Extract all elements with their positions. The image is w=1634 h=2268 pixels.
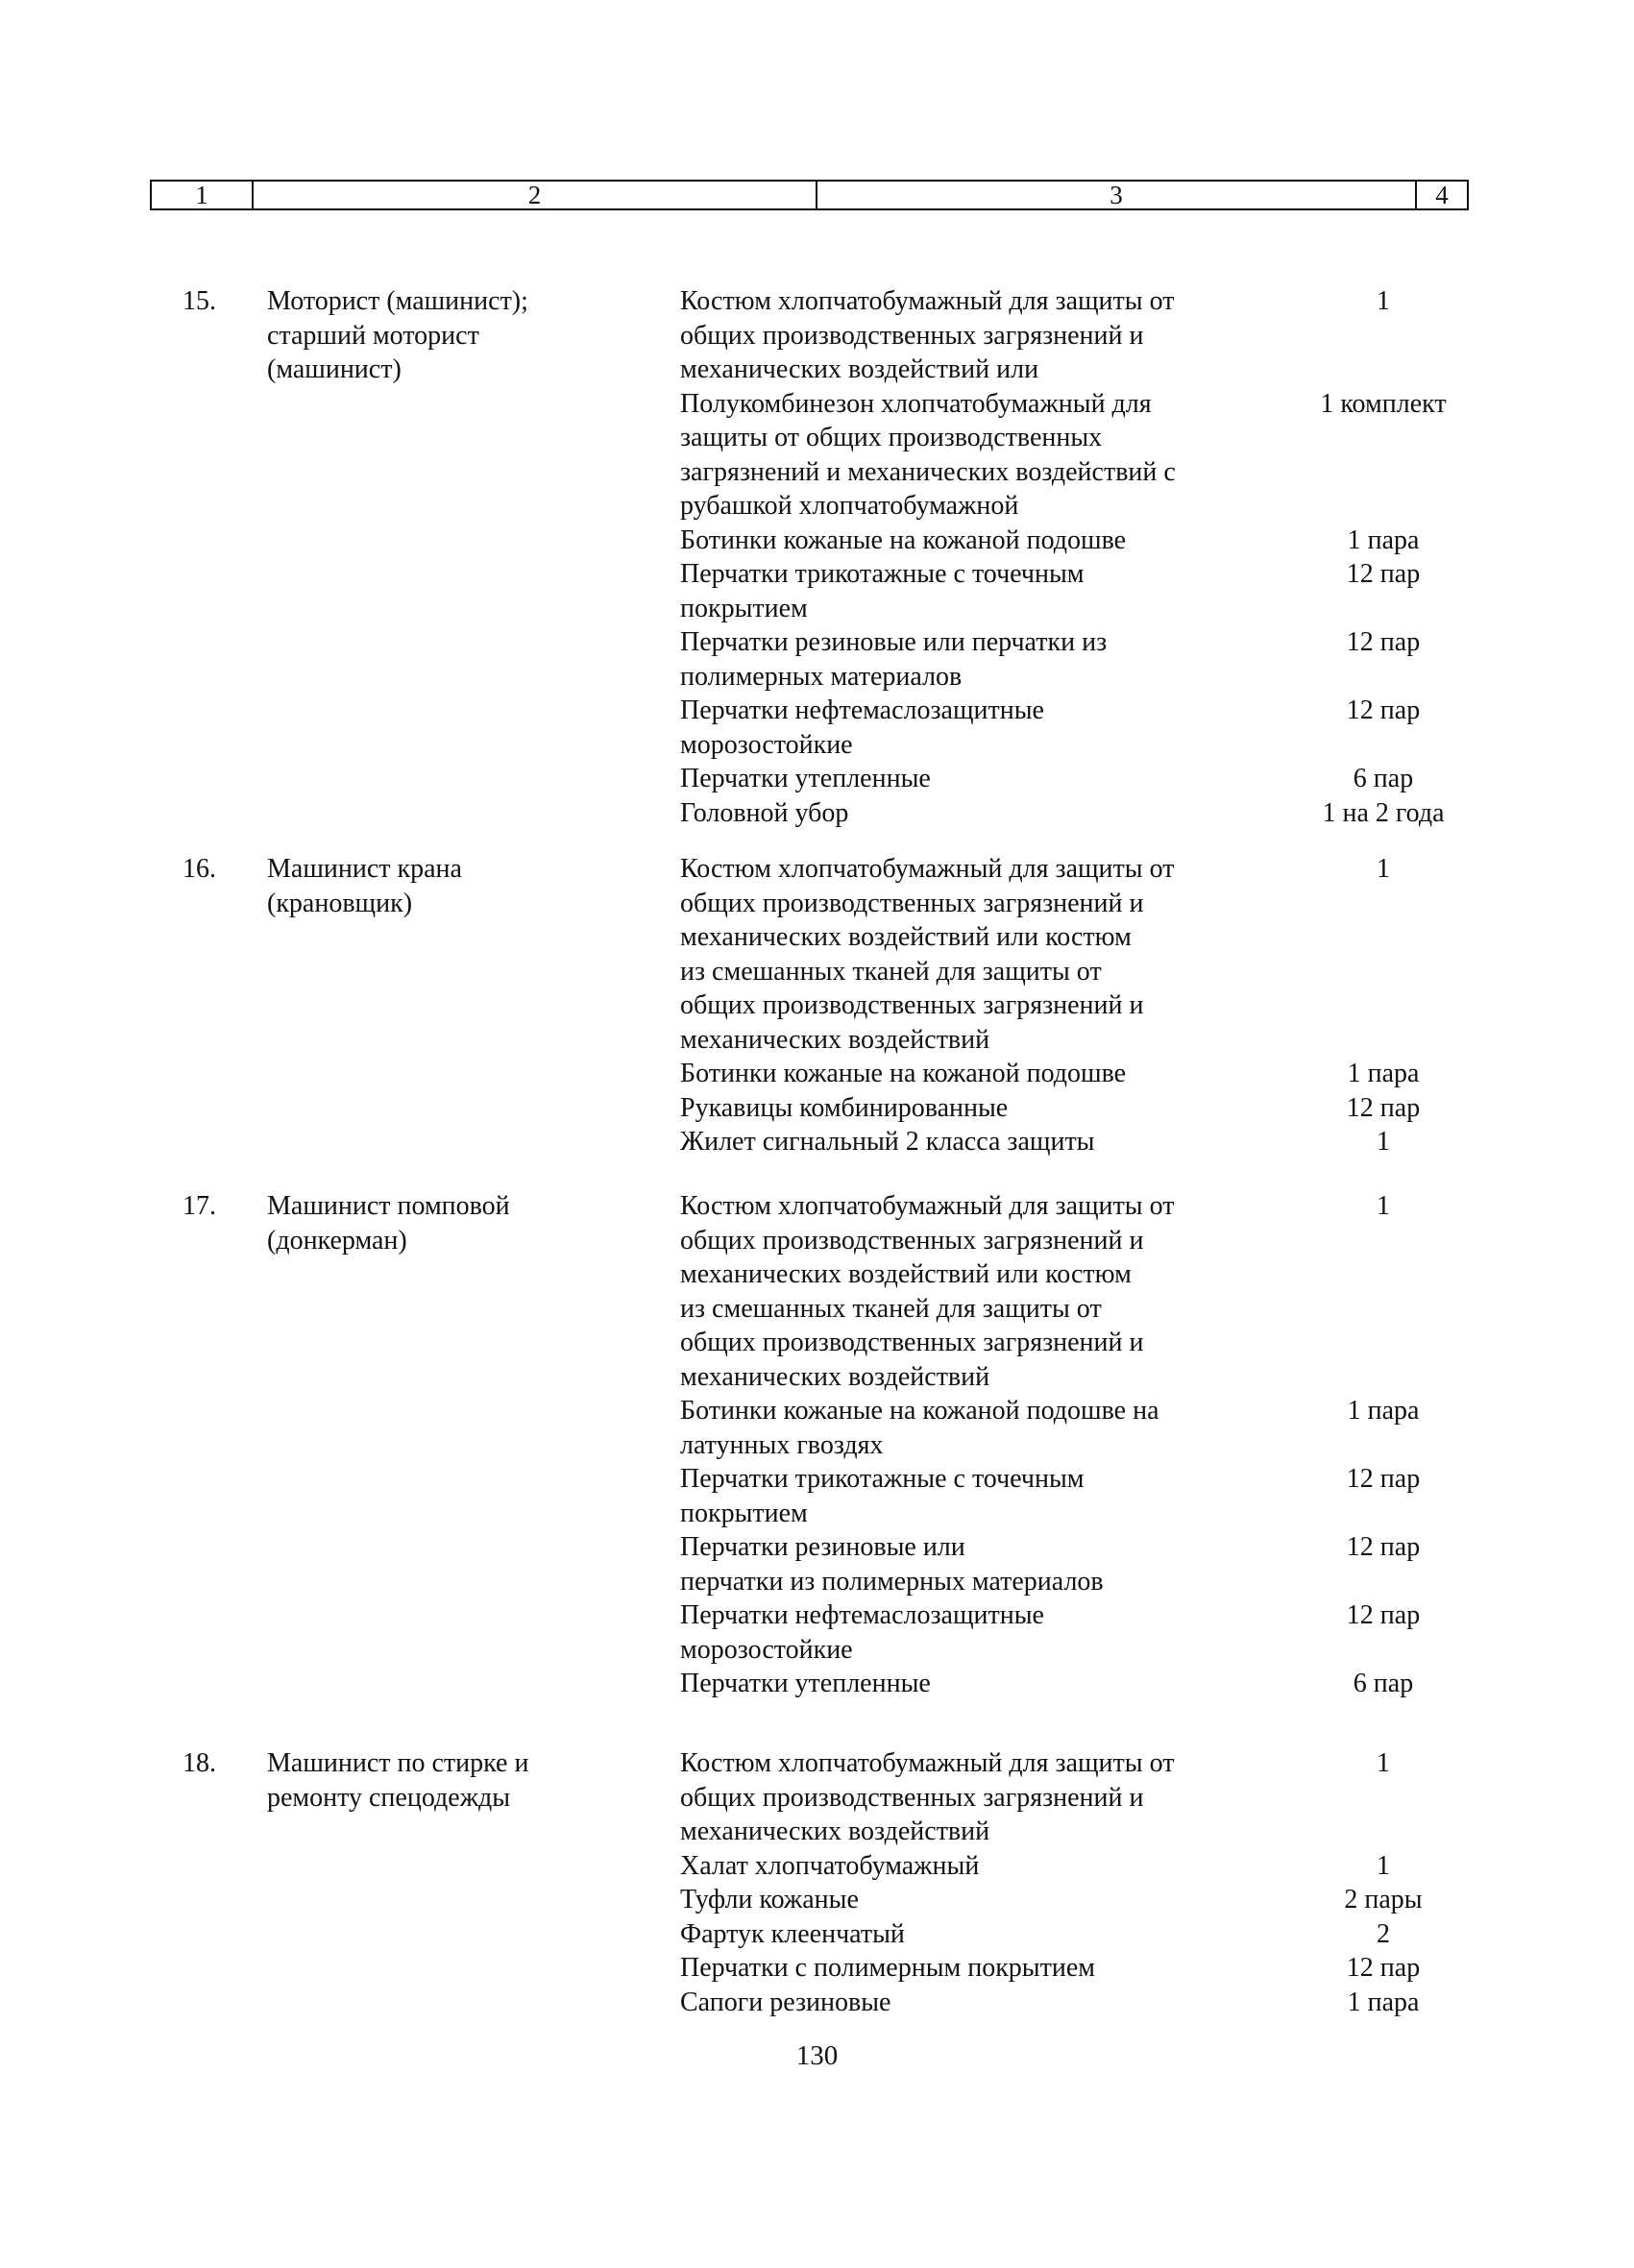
ppe-item-quantity: 6 пар xyxy=(1353,764,1414,793)
ppe-item-quantity: 1 комплект xyxy=(1320,388,1447,419)
ppe-item-quantity: 1 пара xyxy=(1347,1396,1420,1426)
page-number: 130 xyxy=(795,2040,839,2071)
profession-line: ремонту спецодежды xyxy=(267,1782,511,1813)
ppe-item-quantity: 12 пар xyxy=(1346,1092,1421,1123)
ppe-item-name-line: Ботинки кожаные на кожаной подошве xyxy=(680,1059,1127,1088)
ppe-item-name-line: Полукомбинезон хлопчатобумажный для xyxy=(680,388,1152,419)
ppe-item-name-line: покрытием xyxy=(680,593,808,623)
ppe-item-name-line: Перчатки с полимерным покрытием xyxy=(680,1953,1095,1983)
ppe-item xyxy=(680,1951,1421,1986)
profession-name xyxy=(267,1189,661,1257)
ppe-item-name-line: Перчатки нефтемаслозащитные xyxy=(680,1600,1044,1630)
ppe-item-name-line: механических воздействий xyxy=(680,1817,990,1846)
ppe-item xyxy=(680,1057,1420,1091)
ppe-item-quantity: 12 пар xyxy=(1346,1953,1421,1983)
profession-line: Машинист крана xyxy=(267,854,462,884)
ppe-item xyxy=(680,557,1421,625)
ppe-item-quantity: 12 пар xyxy=(1346,695,1421,725)
ppe-item-name-line: защиты от общих производственных xyxy=(680,423,1103,452)
ppe-item-name xyxy=(680,1849,1256,1884)
ppe-item-quantity: 1 пара xyxy=(1347,1059,1420,1088)
ppe-item-name-line: Перчатки утепленные xyxy=(680,1669,931,1698)
ppe-item-name xyxy=(680,1667,1256,1701)
ppe-item-name-line: Жилет сигнальный 2 класса защиты xyxy=(680,1127,1095,1157)
ppe-item xyxy=(680,1125,1390,1159)
ppe-item-name-line: Ботинки кожаные на кожаной подошве xyxy=(680,524,1127,555)
ppe-item xyxy=(680,524,1420,558)
ppe-item-name-line: Перчатки резиновые или xyxy=(680,1532,965,1562)
ppe-item-name xyxy=(680,852,1256,1057)
ppe-item-name xyxy=(680,1598,1256,1667)
ppe-item-quantity: 12 пар xyxy=(1346,559,1421,589)
ppe-item-list xyxy=(680,852,1421,1159)
ppe-item-quantity: 2 xyxy=(1377,1918,1390,1949)
ppe-item-quantity: 12 пар xyxy=(1346,1600,1421,1630)
ppe-item xyxy=(680,852,1390,1057)
ppe-item xyxy=(680,1746,1390,1849)
ppe-item-quantity: 12 пар xyxy=(1346,1464,1421,1494)
column-number-1: 1 xyxy=(195,181,208,209)
ppe-item-name xyxy=(680,284,1256,387)
profession-line: (машинист) xyxy=(267,354,402,384)
ppe-item-quantity: 1 пара xyxy=(1347,1987,1420,2017)
ppe-item-name-line: перчатки из полимерных материалов xyxy=(680,1566,1104,1597)
ppe-item-name xyxy=(680,1091,1256,1126)
ppe-item-name-line: механических воздействий или костюм xyxy=(680,922,1132,952)
ppe-item-name-line: общих производственных загрязнений и xyxy=(680,1225,1144,1256)
ppe-item xyxy=(680,1598,1421,1667)
profession-line: Моторист (машинист); xyxy=(267,286,528,316)
ppe-item-name-line: общих производственных загрязнений и xyxy=(680,990,1144,1020)
ppe-item xyxy=(680,1462,1421,1530)
ppe-item-name-line: общих производственных загрязнений и xyxy=(680,320,1144,351)
ppe-item xyxy=(680,796,1445,831)
ppe-item-name-line: из смешанных тканей для защиты от xyxy=(680,1293,1102,1324)
ppe-item-quantity: 1 xyxy=(1377,854,1390,884)
ppe-item-name-line: Перчатки резиновые или перчатки из xyxy=(680,627,1108,657)
ppe-item-name xyxy=(680,524,1256,558)
ppe-item-name xyxy=(680,1917,1256,1952)
ppe-item-name-line: Перчатки трикотажные с точечным xyxy=(680,559,1085,589)
row-number: 17. xyxy=(183,1191,216,1221)
profession-name xyxy=(267,284,661,387)
profession-line: (крановщик) xyxy=(267,888,413,918)
ppe-item-name-line: Сапоги резиновые xyxy=(680,1987,891,2017)
ppe-item-name-line: загрязнений и механических воздействий с xyxy=(680,456,1176,487)
ppe-item-name-line: Ботинки кожаные на кожаной подошве на xyxy=(680,1396,1159,1426)
ppe-item-name xyxy=(680,796,1256,831)
ppe-item-name xyxy=(680,1951,1256,1986)
ppe-item-name-line: морозостойкие xyxy=(680,1634,853,1665)
ppe-item-quantity: 2 пары xyxy=(1344,1885,1423,1914)
ppe-item xyxy=(680,1189,1390,1394)
ppe-item-name-line: латунных гвоздях xyxy=(680,1429,884,1460)
ppe-item-list xyxy=(680,1189,1421,1701)
ppe-item-name xyxy=(680,1530,1256,1598)
ppe-item-quantity: 12 пар xyxy=(1346,627,1421,657)
ppe-item-name-line: Костюм хлопчатобумажный для защиты от xyxy=(680,1191,1175,1221)
ppe-item-name-line: общих производственных загрязнений и xyxy=(680,888,1144,918)
ppe-item-name xyxy=(680,625,1256,694)
ppe-item-name xyxy=(680,1746,1256,1849)
ppe-item-name xyxy=(680,1462,1256,1530)
ppe-item xyxy=(680,694,1421,762)
ppe-item-name-line: Перчатки трикотажные с точечным xyxy=(680,1464,1085,1494)
ppe-item-name-line: Рукавицы комбинированные xyxy=(680,1092,1009,1123)
profession-line: Машинист по стирке и xyxy=(267,1748,529,1778)
ppe-item-name xyxy=(680,1189,1256,1394)
ppe-item-name xyxy=(680,1125,1256,1159)
ppe-item xyxy=(680,387,1447,524)
ppe-item-name xyxy=(680,1394,1256,1462)
ppe-item-name-line: Перчатки нефтемаслозащитные xyxy=(680,695,1044,725)
ppe-item-quantity: 6 пар xyxy=(1353,1669,1414,1698)
column-number-2: 2 xyxy=(527,181,542,209)
ppe-item xyxy=(680,1667,1414,1701)
ppe-item-name xyxy=(680,762,1256,796)
ppe-item-name xyxy=(680,1986,1256,2020)
ppe-item-name-line: Костюм хлопчатобумажный для защиты от xyxy=(680,1748,1175,1778)
ppe-item-name-line: Туфли кожаные xyxy=(680,1885,859,1914)
ppe-item-name xyxy=(680,1883,1256,1917)
ppe-item-quantity: 12 пар xyxy=(1346,1532,1421,1562)
profession-line: старший моторист xyxy=(267,320,479,351)
ppe-item-quantity: 1 на 2 года xyxy=(1322,797,1445,828)
ppe-item xyxy=(680,762,1414,796)
ppe-item-name-line: механических воздействий xyxy=(680,1024,990,1055)
ppe-item-name xyxy=(680,387,1256,524)
profession-name xyxy=(267,1746,661,1815)
ppe-item-name xyxy=(680,1057,1256,1091)
profession-line: Машинист помповой xyxy=(267,1191,510,1221)
ppe-item xyxy=(680,1986,1420,2020)
ppe-item-name-line: Перчатки утепленные xyxy=(680,764,931,793)
ppe-item xyxy=(680,1394,1420,1462)
ppe-item-name-line: Костюм хлопчатобумажный для защиты от xyxy=(680,854,1175,884)
ppe-item-list xyxy=(680,284,1447,830)
ppe-item-quantity: 1 пара xyxy=(1347,524,1420,555)
profession-name xyxy=(267,852,661,920)
row-number: 16. xyxy=(183,854,216,884)
column-number-3: 3 xyxy=(1110,181,1123,209)
profession-line: (донкерман) xyxy=(267,1225,407,1256)
ppe-item-name-line: морозостойкие xyxy=(680,729,853,760)
ppe-item-name-line: механических воздействий или xyxy=(680,354,1039,384)
ppe-item xyxy=(680,1091,1421,1126)
ppe-item-name-line: Костюм хлопчатобумажный для защиты от xyxy=(680,286,1175,316)
ppe-item-name-line: покрытием xyxy=(680,1498,808,1528)
ppe-item xyxy=(680,284,1390,387)
ppe-item-quantity: 1 xyxy=(1377,1191,1390,1221)
ppe-item xyxy=(680,625,1421,694)
ppe-item-name-line: Фартук клеенчатый xyxy=(680,1918,905,1949)
row-number: 15. xyxy=(183,286,216,316)
ppe-item-name-line: Головной убор xyxy=(680,797,849,828)
ppe-item-name-line: полимерных материалов xyxy=(680,661,963,692)
ppe-item xyxy=(680,1883,1423,1917)
ppe-item-name-line: общих производственных загрязнений и xyxy=(680,1782,1144,1813)
ppe-item-name-line: рубашкой хлопчатобумажной xyxy=(680,491,1019,521)
ppe-item-quantity: 1 xyxy=(1377,1850,1390,1881)
ppe-item-name-line: механических воздействий xyxy=(680,1361,990,1392)
ppe-item-name-line: общих производственных загрязнений и xyxy=(680,1328,1144,1357)
column-number-header xyxy=(150,180,1469,210)
ppe-item-name-line: из смешанных тканей для защиты от xyxy=(680,956,1102,987)
row-number: 18. xyxy=(183,1748,216,1778)
ppe-item-quantity: 1 xyxy=(1377,1127,1390,1157)
ppe-item-name-line: Халат хлопчатобумажный xyxy=(680,1850,980,1881)
ppe-item-list xyxy=(680,1746,1423,2019)
ppe-item-name xyxy=(680,694,1256,762)
ppe-item xyxy=(680,1530,1421,1598)
ppe-item-quantity: 1 xyxy=(1377,1748,1390,1778)
ppe-item xyxy=(680,1849,1390,1884)
ppe-item-quantity: 1 xyxy=(1377,286,1390,316)
ppe-item-name-line: механических воздействий или костюм xyxy=(680,1259,1132,1289)
column-number-4: 4 xyxy=(1435,181,1449,209)
ppe-item xyxy=(680,1917,1390,1952)
ppe-item-name xyxy=(680,557,1256,625)
